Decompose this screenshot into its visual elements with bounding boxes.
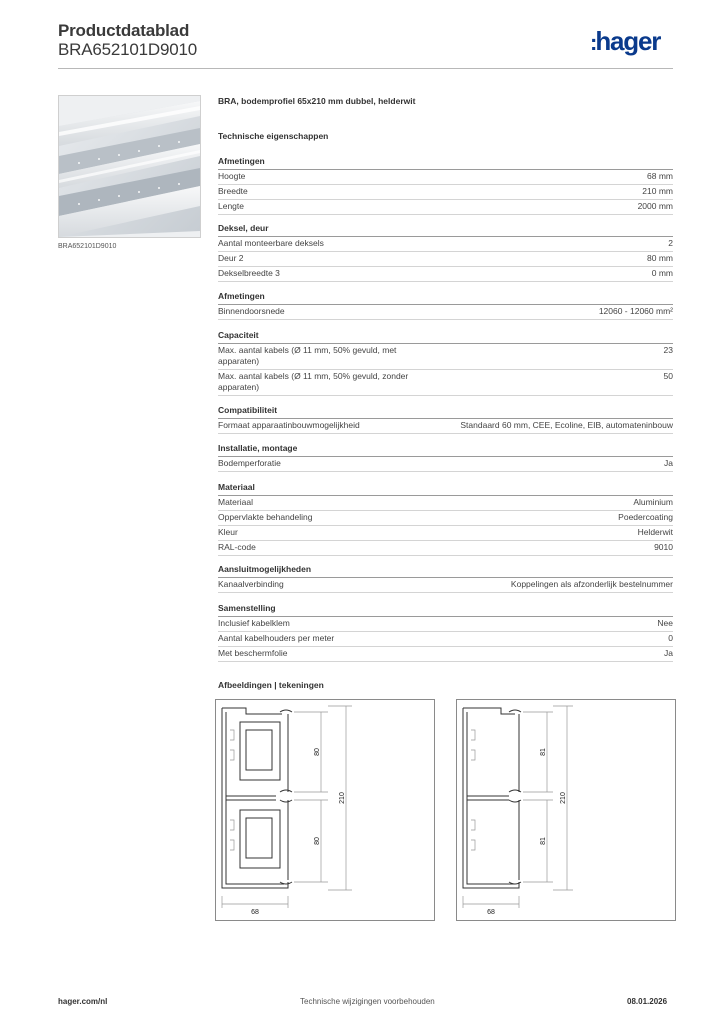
section-heading: Installatie, montage bbox=[218, 443, 673, 457]
spec-section bbox=[218, 330, 673, 396]
spec-row: Met beschermfolie Ja bbox=[218, 647, 673, 662]
spec-section bbox=[218, 405, 673, 434]
technical-drawing-2 bbox=[456, 699, 676, 921]
spec-row: Kleur Helderwit bbox=[218, 526, 673, 541]
spec-section bbox=[218, 564, 673, 593]
footer-disclaimer: Technische wijzigingen voorbehouden bbox=[300, 997, 435, 1006]
section-heading: Compatibiliteit bbox=[218, 405, 673, 419]
technical-drawing-1 bbox=[215, 699, 435, 921]
spec-section bbox=[218, 443, 673, 472]
spec-row: Max. aantal kabels (Ø 11 mm, 50% gevuld, zonder apparaten) 50 bbox=[218, 370, 673, 396]
spec-row: Bodemperforatie Ja bbox=[218, 457, 673, 472]
spec-section bbox=[218, 291, 673, 320]
cable-duct-image bbox=[59, 96, 200, 237]
spec-row: Formaat apparaatinbouwmogelijkheid Standaard 60 mm, CEE, Ecoline, EIB, automateninbouw bbox=[218, 419, 673, 434]
spec-row: Lengte 2000 mm bbox=[218, 200, 673, 215]
product-photo bbox=[58, 95, 201, 238]
section-heading: Aansluitmogelijkheden bbox=[218, 564, 673, 578]
footer-date: 08.01.2026 bbox=[627, 997, 668, 1006]
top-dim: 81 bbox=[540, 748, 547, 756]
spec-row: Max. aantal kabels (Ø 11 mm, 50% gevuld, met apparaten) 23 bbox=[218, 344, 673, 370]
width-dim: 68 bbox=[251, 909, 259, 916]
photo-caption: BRA652101D9010 bbox=[58, 243, 117, 250]
top-dim: 80 bbox=[314, 748, 321, 756]
spec-row: Dekselbreedte 3 0 mm bbox=[218, 267, 673, 282]
spec-section bbox=[218, 482, 673, 556]
section-heading: Deksel, deur bbox=[218, 223, 673, 237]
footer-website-link[interactable]: hager.com/nl bbox=[58, 997, 108, 1006]
hager-logo: :hager bbox=[590, 26, 661, 56]
duct-drawing-profile bbox=[457, 700, 675, 920]
header-divider bbox=[58, 68, 673, 69]
spec-row: Oppervlakte behandeling Poedercoating bbox=[218, 511, 673, 526]
spec-row: Inclusief kabelklem Nee bbox=[218, 617, 673, 632]
spec-row: Breedte 210 mm bbox=[218, 185, 673, 200]
spec-row: Aantal kabelhouders per meter 0 bbox=[218, 632, 673, 647]
spec-section bbox=[218, 603, 673, 662]
spec-row: Deur 2 80 mm bbox=[218, 252, 673, 267]
tech-properties-heading: Technische eigenschappen bbox=[218, 131, 329, 141]
spec-row: Binnendoorsnede 12060 - 12060 mm² bbox=[218, 305, 673, 320]
total-dim: 210 bbox=[560, 792, 567, 804]
bottom-dim: 81 bbox=[540, 837, 547, 845]
section-heading: Afmetingen bbox=[218, 156, 673, 170]
images-heading: Afbeeldingen | tekeningen bbox=[218, 680, 324, 690]
article-number: BRA652101D9010 bbox=[58, 40, 197, 59]
spec-section bbox=[218, 156, 673, 215]
spec-row: Kanaalverbinding Koppelingen als afzonderlijk bestelnummer bbox=[218, 578, 673, 593]
width-dim: 68 bbox=[487, 909, 495, 916]
section-heading: Capaciteit bbox=[218, 330, 673, 344]
duct-drawing-with-devices bbox=[216, 700, 434, 920]
total-dim: 210 bbox=[339, 792, 346, 804]
spec-row: Hoogte 68 mm bbox=[218, 170, 673, 185]
section-heading: Afmetingen bbox=[218, 291, 673, 305]
bottom-dim: 80 bbox=[314, 837, 321, 845]
page-title: Productdatablad bbox=[58, 21, 190, 40]
section-heading: Materiaal bbox=[218, 482, 673, 496]
spec-row: RAL-code 9010 bbox=[218, 541, 673, 556]
spec-row: Aantal monteerbare deksels 2 bbox=[218, 237, 673, 252]
spec-section bbox=[218, 223, 673, 282]
section-heading: Samenstelling bbox=[218, 603, 673, 617]
spec-row: Materiaal Aluminium bbox=[218, 496, 673, 511]
product-title: BRA, bodemprofiel 65x210 mm dubbel, helderwit bbox=[218, 96, 416, 106]
